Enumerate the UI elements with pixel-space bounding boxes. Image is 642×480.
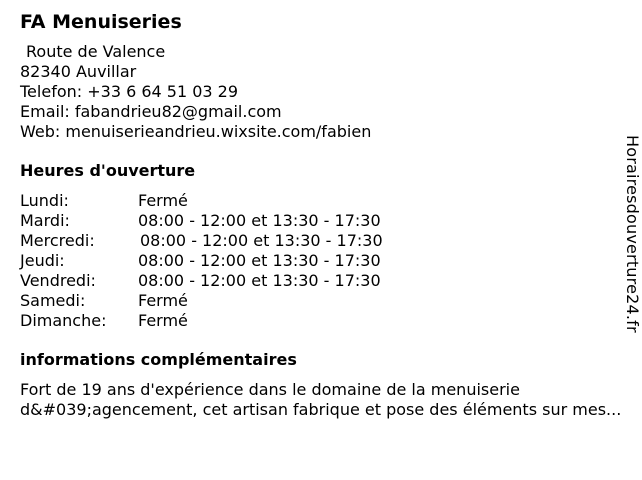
business-name: FA Menuiseries	[20, 11, 182, 33]
hours-row-tuesday	[20, 211, 620, 231]
info-text: Fort de 19 ans d'expérience dans le domaine de la menuiserie d&#039;agencement, cet artisan fabrique et pose des éléments sur mes...	[20, 380, 622, 419]
day-label: Dimanche:	[20, 311, 107, 330]
info-heading: informations complémentaires	[20, 350, 297, 369]
hours-row-saturday	[20, 291, 620, 311]
hours-row-friday	[20, 271, 620, 291]
hours-row-wednesday	[20, 231, 620, 251]
time-value: 08:00 - 12:00 et 13:30 - 17:30	[140, 231, 383, 250]
time-value: Fermé	[138, 291, 188, 310]
city-line: 82340 Auvillar	[20, 62, 137, 81]
day-label: Mercredi:	[20, 231, 95, 250]
day-label: Lundi:	[20, 191, 69, 210]
day-label: Vendredi:	[20, 271, 96, 290]
hours-row-thursday	[20, 251, 620, 271]
hours-table	[20, 191, 620, 331]
day-label: Samedi:	[20, 291, 86, 310]
email-line: Email: fabandrieu82@gmail.com	[20, 102, 282, 121]
day-label: Jeudi:	[20, 251, 65, 270]
hours-heading: Heures d'ouverture	[20, 161, 196, 180]
time-value: 08:00 - 12:00 et 13:30 - 17:30	[138, 271, 381, 290]
address-block	[20, 42, 620, 142]
hours-row-monday	[20, 191, 620, 211]
watermark-text: Horairesdouverture24.fr	[623, 135, 642, 333]
time-value: Fermé	[138, 191, 188, 210]
business-card	[20, 10, 620, 420]
day-label: Mardi:	[20, 211, 70, 230]
time-value: 08:00 - 12:00 et 13:30 - 17:30	[138, 251, 381, 270]
hours-row-sunday	[20, 311, 620, 331]
phone-line: Telefon: +33 6 64 51 03 29	[20, 82, 239, 101]
web-line: Web: menuiserieandrieu.wixsite.com/fabien	[20, 122, 372, 141]
time-value: 08:00 - 12:00 et 13:30 - 17:30	[138, 211, 381, 230]
time-value: Fermé	[138, 311, 188, 330]
street-address: Route de Valence	[26, 42, 166, 61]
